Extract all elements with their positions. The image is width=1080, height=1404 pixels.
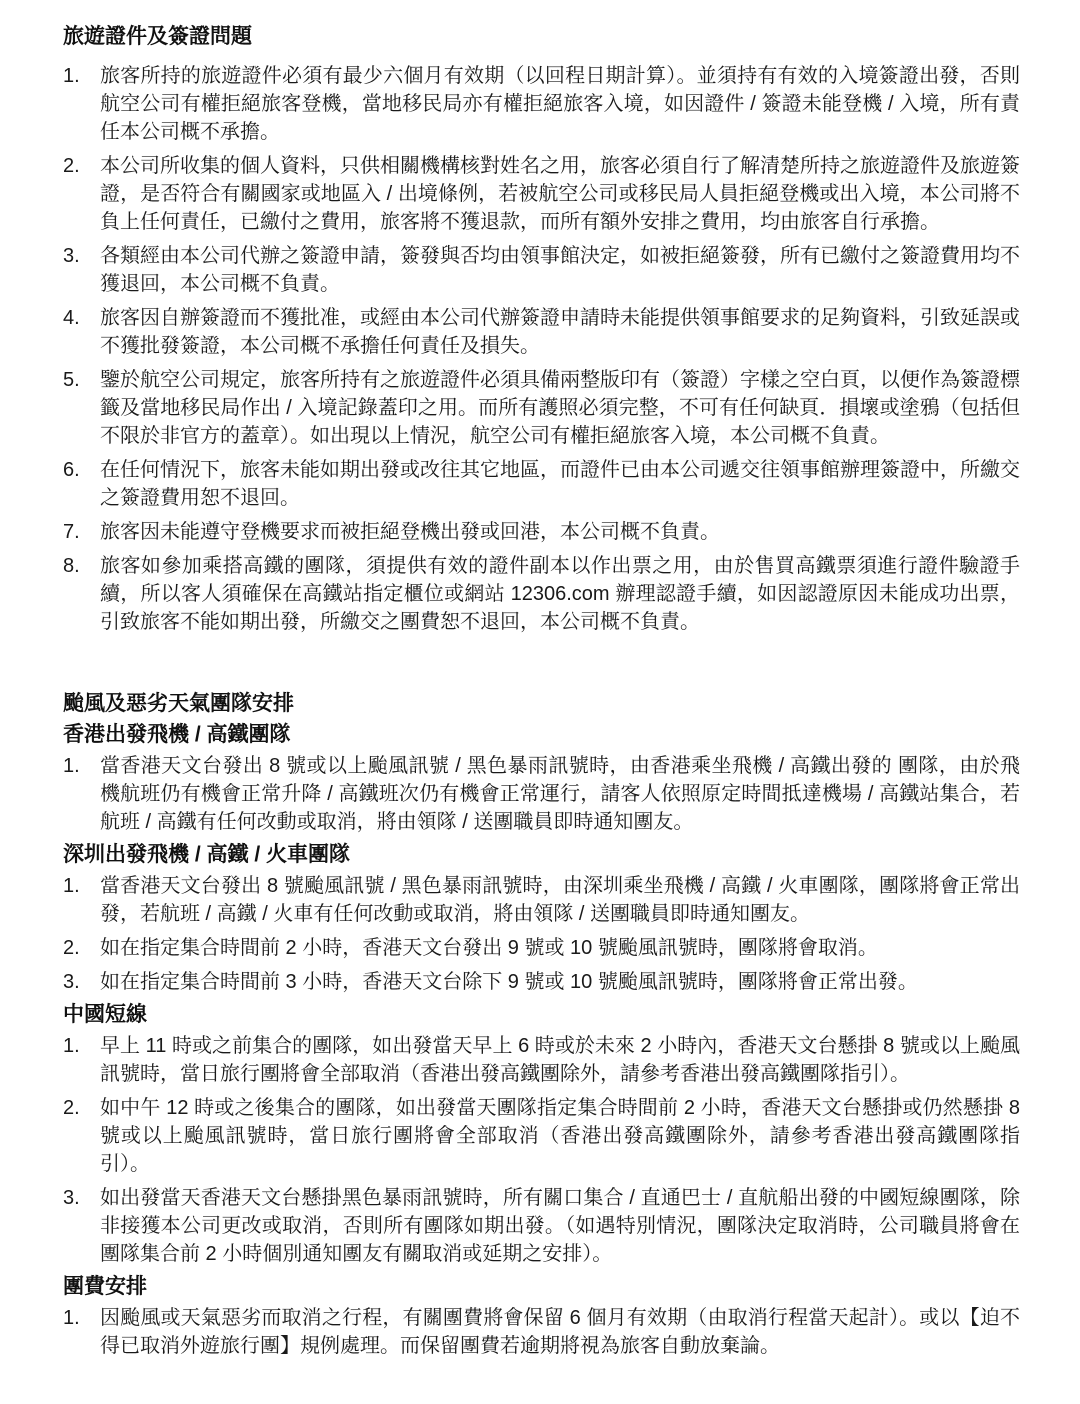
list-item-number: 1. [63, 65, 80, 87]
list-item-text: 旅客因自辦簽證而不獲批准，或經由本公司代辦簽證申請時未能提供領事館要求的足夠資料，引致延誤或不獲批發簽證，本公司概不承擔任何責任及損失。 [100, 307, 1020, 357]
list-item [63, 1032, 1020, 1088]
list-item [63, 968, 1020, 996]
list-item [63, 242, 1020, 298]
list-item [63, 518, 1020, 546]
list-item-text: 如中午 12 時或之後集合的團隊，如出發當天團隊指定集合時間前 2 小時，香港天文台懸掛或仍然懸掛 8 號或以上颱風訊號時，當日旅行團將會全部取消（香港出發高鐵團除外，請參考香港出發高鐵團隊指引）。 [100, 1097, 1020, 1175]
list-item [63, 152, 1020, 236]
list-item-text: 如在指定集合時間前 2 小時，香港天文台發出 9 號或 10 號颱風訊號時，團隊將會取消。 [100, 937, 878, 959]
list-item [63, 934, 1020, 962]
subsection-title-tour-fee: 團費安排 [63, 1275, 147, 1298]
list-item-number: 5. [63, 369, 80, 391]
list-item-text: 當香港天文台發出 8 號颱風訊號 / 黑色暴雨訊號時，由深圳乘坐飛機 / 高鐵 / 火車團隊，團隊將會正常出發，若航班 / 高鐵 / 火車有任何改動或取消，將由領隊 / 送團職員即時通知團友。 [100, 875, 1020, 925]
list-item-text: 因颱風或天氣惡劣而取消之行程，有關團費將會保留 6 個月有效期（由取消行程當天起計）。或以【迫不得已取消外遊旅行團】規例處理。而保留團費若逾期將視為旅客自動放棄論。 [100, 1307, 1020, 1357]
list-item [63, 752, 1020, 836]
list-item-text: 各類經由本公司代辦之簽證申請，簽發與否均由領事館決定，如被拒絕簽發，所有已繳付之簽證費用均不獲退回，本公司概不負責。 [100, 245, 1020, 295]
list-item-number: 2. [63, 155, 80, 177]
list-item-text: 如在指定集合時間前 3 小時，香港天文台除下 9 號或 10 號颱風訊號時，團隊將會正常出發。 [100, 971, 918, 993]
list-item-number: 2. [63, 937, 80, 959]
list-item [63, 1184, 1020, 1268]
subsection-title-china-short: 中國短線 [63, 1003, 147, 1026]
list-item-text: 本公司所收集的個人資料，只供相關機構核對姓名之用，旅客必須自行了解清楚所持之旅遊證件及旅遊簽證，是否符合有關國家或地區入 / 出境條例，若被航空公司或移民局人員拒絕登機或出入境，本公司將不負上任何責任，已繳付之費用，旅客將不獲退款，而所有額外安排之費用，均由旅客自行承擔。 [100, 155, 1020, 233]
list-item-number: 4. [63, 307, 80, 329]
subsection-title-hk-departure: 香港出發飛機 / 高鐵團隊 [63, 723, 291, 746]
list-item-text: 旅客所持的旅遊證件必須有最少六個月有效期（以回程日期計算）。並須持有有效的入境簽證出發，否則航空公司有權拒絕旅客登機，當地移民局亦有權拒絕旅客入境，如因證件 / 簽證未能登機 / 入境，所有責任本公司概不承擔。 [100, 65, 1020, 143]
section-title-travel-visa: 旅遊證件及簽證問題 [63, 25, 252, 48]
list-item [63, 1094, 1020, 1178]
list-item-number: 1. [63, 1035, 80, 1057]
list-item-text: 如出發當天香港天文台懸掛黑色暴雨訊號時，所有關口集合 / 直通巴士 / 直航船出發的中國短線團隊，除非接獲本公司更改或取消，否則所有團隊如期出發。（如遇特別情況，團隊決定取消時，公司職員將會在團隊集合前 2 小時個別通知團友有關取消或延期之安排）。 [100, 1187, 1020, 1265]
hk-departure-list [63, 752, 1020, 836]
list-item [63, 304, 1020, 360]
list-item [63, 366, 1020, 450]
list-item-number: 3. [63, 1187, 80, 1209]
list-item-number: 1. [63, 1307, 80, 1329]
list-item-text: 旅客因未能遵守登機要求而被拒絕登機出發或回港，本公司概不負責。 [100, 521, 720, 543]
list-item-number: 6. [63, 459, 80, 481]
list-item-number: 2. [63, 1097, 80, 1119]
china-short-list [63, 1032, 1020, 1268]
list-item [63, 456, 1020, 512]
travel-visa-list [63, 62, 1020, 636]
list-item-text: 當香港天文台發出 8 號或以上颱風訊號 / 黑色暴雨訊號時，由香港乘坐飛機 / 高鐵出發的 團隊，由於飛機航班仍有機會正常升降 / 高鐵班次仍有機會正常運行，請客人依照原定時間抵達機場 / 高鐵站集合，若航班 / 高鐵有任何改動或取消，將由領隊 / 送團職員即時通知團友。 [100, 755, 1020, 833]
subsection-title-sz-departure: 深圳出發飛機 / 高鐵 / 火車團隊 [63, 843, 351, 866]
list-item-number: 1. [63, 755, 80, 777]
sz-departure-list [63, 872, 1020, 996]
list-item [63, 872, 1020, 928]
list-item-number: 3. [63, 971, 80, 993]
list-item-text: 在任何情況下，旅客未能如期出發或改往其它地區，而證件已由本公司遞交往領事館辦理簽證中，所繳交之簽證費用恕不退回。 [100, 459, 1020, 509]
list-item-number: 3. [63, 245, 80, 267]
list-item-text: 旅客如參加乘搭高鐵的團隊，須提供有效的證件副本以作出票之用，由於售買高鐵票須進行證件驗證手續，所以客人須確保在高鐵站指定櫃位或網站 12306.com 辦理認證手續，如因認證原因未能成功出票，引致旅客不能如期出發，所繳交之團費恕不退回，本公司概不負責。 [100, 555, 1020, 633]
list-item [63, 1304, 1020, 1360]
list-item-number: 7. [63, 521, 80, 543]
tour-fee-list [63, 1304, 1020, 1360]
list-item-number: 8. [63, 555, 80, 577]
list-item [63, 552, 1020, 636]
list-item-number: 1. [63, 875, 80, 897]
section-title-typhoon: 颱風及惡劣天氣團隊安排 [63, 692, 294, 715]
list-item [63, 62, 1020, 146]
list-item-text: 早上 11 時或之前集合的團隊，如出發當天早上 6 時或於未來 2 小時內，香港天文台懸掛 8 號或以上颱風訊號時，當日旅行團將會全部取消（香港出發高鐵團除外，請參考香港出發高鐵團隊指引）。 [100, 1035, 1020, 1085]
list-item-text: 鑒於航空公司規定，旅客所持有之旅遊證件必須具備兩整版印有（簽證）字樣之空白頁，以便作為簽證標籤及當地移民局作出 / 入境記錄蓋印之用。而所有護照必須完整，不可有任何缺頁．損壞或塗鴉（包括但不限於非官方的蓋章）。如出現以上情況，航空公司有權拒絕旅客入境，本公司概不負責。 [100, 369, 1020, 447]
